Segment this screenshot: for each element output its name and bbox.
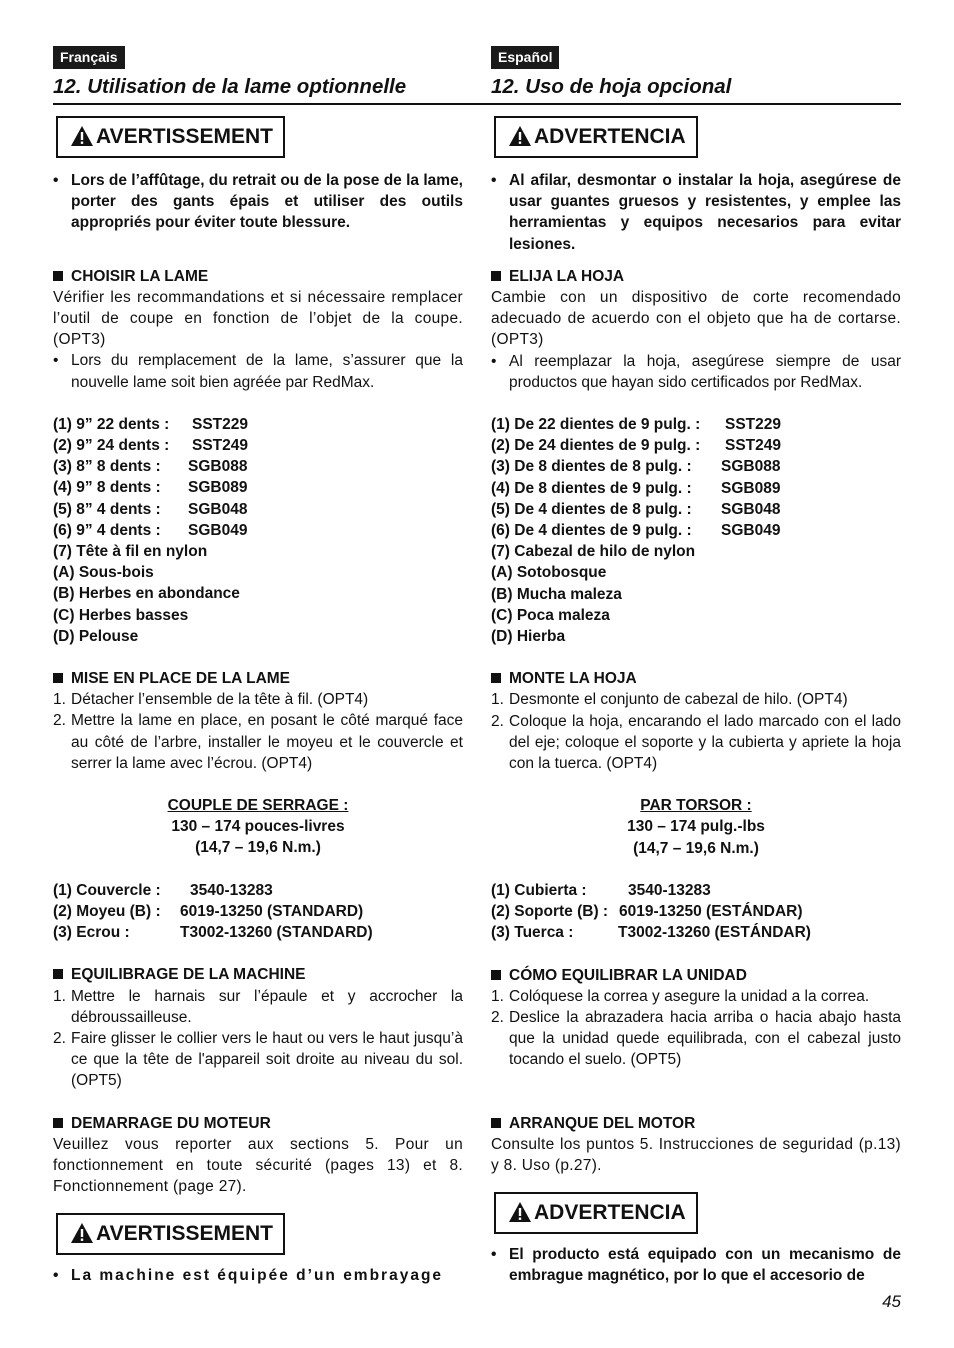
blade-row: (6) 9” 4 dents : SGB049	[53, 521, 248, 539]
blade-row: (2) 9” 24 dents : SST249	[53, 437, 249, 455]
warning-text-spanish-1: • Al afilar, desmontar o instalar la hoja, asegúrese de usar guantes gruesos y resistentes, y emplee las herramientas y equipos necesarios para evitar lesiones.	[491, 172, 901, 253]
french-column	[53, 46, 463, 1287]
blade-row: (1) 9” 22 dents : SST229	[53, 415, 249, 433]
blade-row: (6) De 4 dientes de 9 pulg. : SGB049	[491, 522, 781, 540]
part-row: (3) Ecrou : T3002-13260 (STANDARD)	[53, 924, 373, 942]
torque-block-spanish: PAR TORSOR : 130 – 174 pulg.-lbs (14,7 – 19,6 N.m.)	[627, 797, 765, 857]
heading-mount-blade-spanish: MONTE LA HOJA	[491, 668, 901, 689]
balance-step-spanish: 2. Deslice la abrazadera hacia arriba o hacia abajo hasta que la unidad quede equilibrada, con el cabezal justo tocando el suelo. (OPT5)	[491, 1008, 901, 1069]
mount-step-spanish: 2. Coloque la hoja, encarando el lado marcado con el lado del eje; coloque el soporte y la cubierta y apriete la hoja con la tuerca. (OPT4)	[491, 712, 901, 773]
heading-start-engine-spanish: ARRANQUE DEL MOTOR	[491, 1113, 901, 1134]
warning-box-spanish-2	[494, 1192, 698, 1234]
use-item: (A) Sotobosque	[491, 564, 607, 582]
language-badge-french: Français	[53, 46, 125, 69]
heading-balance-french: EQUILIBRAGE DE LA MACHINE	[53, 964, 463, 985]
warning-label-spanish-2: ADVERTENCIA	[534, 1201, 686, 1225]
use-item: (A) Sous-bois	[53, 564, 154, 582]
balance-step-french: 2. Faire glisser le collier vers le haut ou vers le haut jusqu’à ce que la tête de l'appareil soit droite au niveau du sol. (OPT5)	[53, 1029, 463, 1090]
use-item: (D) Pelouse	[53, 627, 139, 645]
section-title-french: 12. Utilisation de la lame optionnelle	[53, 75, 407, 98]
blade-row: (5) 8” 4 dents : SGB048	[53, 500, 248, 518]
warning-text-french-1: • Lors de l’affûtage, du retrait ou de la pose de la lame, porter des gants épais et utiliser des outils appropriés pour éviter toute blessure.	[53, 172, 463, 232]
warning-triangle-icon	[508, 125, 532, 147]
start-text-french: Veuillez vous reporter aux sections 5. Pour un fonctionnement en toute sécurité (pages 13) et 8. Fonctionnement (page 27).	[53, 1135, 463, 1196]
use-item: (D) Hierba	[491, 628, 566, 646]
parts-list-spanish	[491, 880, 901, 944]
warning-text-french-2: • La machine est équipée d’un embrayage	[53, 1267, 444, 1285]
balance-step-spanish: 1. Colóquese la correa y asegure la unidad a la correa.	[491, 987, 870, 1005]
warning-triangle-icon	[70, 125, 94, 147]
heading-mount-blade-french: MISE EN PLACE DE LA LAME	[53, 668, 463, 689]
part-row: (1) Cubierta : 3540-13283	[491, 881, 711, 899]
language-badge-spanish: Español	[491, 46, 559, 69]
section-title-spanish: 12. Uso de hoja opcional	[491, 75, 732, 98]
blade-row: (2) De 24 dientes de 9 pulg. : SST249	[491, 437, 782, 455]
mount-step-french: 1. Détacher l’ensemble de la tête à fil. (OPT4)	[53, 691, 369, 709]
use-item: (B) Mucha maleza	[491, 585, 622, 603]
choose-bullet-french: • Lors du remplacement de la lame, s’assurer que la nouvelle lame soit bien agréée par RedMax.	[53, 352, 463, 391]
warning-box-spanish-1	[494, 116, 698, 158]
heading-balance-spanish: CÓMO EQUILIBRAR LA UNIDAD	[491, 965, 901, 986]
warning-label-french-1: AVERTISSEMENT	[96, 125, 273, 148]
choose-text-french: Vérifier les recommandations et si nécessaire remplacer l’outil de coupe en fonction de l’objet de la coupe. (OPT3)	[53, 288, 463, 349]
part-row: (2) Moyeu (B) : 6019-13250 (STANDARD)	[53, 902, 364, 920]
torque-block-french: COUPLE DE SERRAGE : 130 – 174 pouces-livres (14,7 – 19,6 N.m.)	[167, 797, 349, 857]
nylon-head-item: (7) Cabezal de hilo de nylon	[491, 543, 696, 561]
blade-list-french	[53, 414, 463, 647]
blade-row: (4) 9” 8 dents : SGB089	[53, 479, 248, 497]
page-number: 45	[882, 1292, 901, 1311]
part-row: (3) Tuerca : T3002-13260 (ESTÁNDAR)	[491, 924, 811, 942]
warning-box-french-2	[56, 1213, 285, 1255]
mount-step-spanish: 1. Desmonte el conjunto de cabezal de hilo. (OPT4)	[491, 691, 848, 709]
nylon-head-item: (7) Tête à fil en nylon	[53, 543, 208, 561]
part-row: (2) Soporte (B) : 6019-13250 (ESTÁNDAR)	[491, 903, 803, 921]
warning-box-french-1	[56, 116, 285, 158]
warning-triangle-icon	[70, 1222, 94, 1244]
warning-label-french-2: AVERTISSEMENT	[96, 1222, 273, 1246]
start-text-spanish: Consulte los puntos 5. Instrucciones de seguridad (p.13) y 8. Uso (p.27).	[491, 1135, 901, 1174]
heading-choose-blade-spanish: ELIJA LA HOJA	[491, 266, 901, 287]
balance-step-french: 1. Mettre le harnais sur l’épaule et y accrocher la débroussailleuse.	[53, 987, 463, 1026]
warning-triangle-icon	[508, 1201, 532, 1223]
blade-row: (5) De 4 dientes de 8 pulg. : SGB048	[491, 500, 781, 518]
parts-list-french	[53, 880, 463, 944]
blade-row: (4) De 8 dientes de 9 pulg. : SGB089	[491, 479, 781, 497]
blade-row: (1) De 22 dientes de 9 pulg. : SST229	[491, 416, 782, 434]
blade-row: (3) 8” 8 dents : SGB088	[53, 458, 248, 476]
warning-label-spanish-1: ADVERTENCIA	[534, 125, 686, 148]
blade-row: (3) De 8 dientes de 8 pulg. : SGB088	[491, 458, 781, 476]
blade-list-spanish	[491, 414, 901, 647]
heading-choose-blade-french: CHOISIR LA LAME	[53, 266, 463, 287]
part-row: (1) Couvercle : 3540-13283	[53, 881, 273, 899]
spanish-column	[491, 46, 901, 1287]
warning-text-spanish-2: • El producto está equipado con un mecanismo de embrague magnético, por lo que el accesorio de	[491, 1246, 901, 1285]
mount-step-french: 2. Mettre la lame en place, en posant le côté marqué face au côté de l’arbre, installer le moyeu et le couvercle et serrer la lame avec l’écrou. (OPT4)	[53, 712, 463, 772]
use-item: (C) Herbes basses	[53, 606, 189, 624]
choose-bullet-spanish: • Al reemplazar la hoja, asegúrese siempre de usar productos que hayan sido certificados por RedMax.	[491, 352, 901, 391]
choose-text-spanish: Cambie con un dispositivo de corte recomendado adecuado de acuerdo con el objeto que ha de cortarse. (OPT3)	[491, 289, 901, 349]
use-item: (C) Poca maleza	[491, 606, 610, 624]
heading-start-engine-french: DEMARRAGE DU MOTEUR	[53, 1113, 463, 1134]
use-item: (B) Herbes en abondance	[53, 585, 240, 603]
